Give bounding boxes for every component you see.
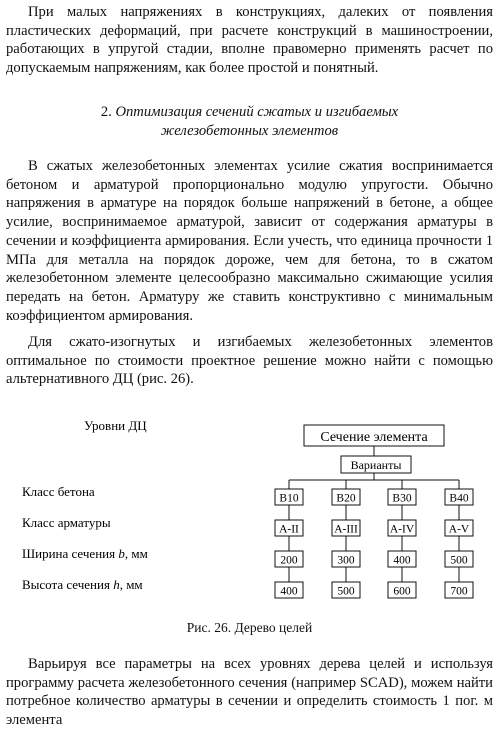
tree-node-label: A-V	[448, 523, 470, 536]
goal-tree-diagram	[0, 410, 499, 610]
section-number: 2.	[100, 104, 112, 120]
tree-node-label: 300	[337, 554, 355, 567]
section-title-line2: железобетонных элементов	[160, 122, 339, 139]
section-title-line1: Оптимизация сечений сжатых и изгибаемых	[115, 104, 399, 120]
paragraph-compressed-elements: В сжатых железобетонных элементах усилие сжатия воспринимается бетоном и арматурой пропорционально модулю упругости. Обычно напряжения в арматуре на порядок больше напряжений в бетоне, а общее усилие, воспринимаемое арматурой, зависит от содержания арматуры в сечении и коэффициента армирования. Если учесть, что единица прочности 1 МПа для металла на порядок дороже, чем для бетона, то в сжатом железобетонном элементе целесообразно максимально сжимающие усилия передать на бетон. Арматуру же ставить конструктивно с минимальным коэффициентом армирования.	[6, 158, 493, 324]
figure-caption: Рис. 26. Дерево целей	[186, 620, 313, 635]
tree-node-label: B20	[336, 492, 356, 505]
paragraph-conclusion: Варьируя все параметры на всех уровнях дерева целей и используя программу расчета железобетонного сечения (например SCAD), можем найти потребное количество арматуры в сечении и определить стоимость 1 пог. м элемента	[6, 656, 493, 729]
level-label-width: Ширина сечения b, мм	[22, 546, 148, 561]
paragraph-bent-elements: Для сжато-изогнутых и изгибаемых железобетонных элементов оптимальное по стоимости проектное решение можно найти с помощью альтернативного ДЦ (рис. 26).	[6, 334, 493, 388]
tree-node-label: B40	[449, 492, 469, 505]
level-label-concrete: Класс бетона	[22, 484, 95, 499]
tree-node-label: 200	[280, 554, 298, 567]
tree-node-label: 400	[393, 554, 411, 567]
root-node-label: Сечение элемента	[320, 430, 428, 445]
level-rows	[22, 418, 148, 592]
variants-node-label: Варианты	[350, 458, 402, 472]
level-label-height: Высота сечения h, мм	[22, 577, 143, 592]
levels-title: Уровни ДЦ	[84, 418, 147, 433]
tree-nodes	[275, 489, 473, 598]
tree-node-label: B30	[392, 492, 412, 505]
tree-node-label: A-IV	[389, 523, 415, 536]
tree-node-label: 500	[450, 554, 468, 567]
tree-node-label: 500	[337, 585, 355, 598]
tree-node-label: A-II	[279, 523, 299, 536]
tree-node-label: A-III	[334, 523, 358, 536]
level-label-rebar: Класс арматуры	[22, 515, 111, 530]
tree-node-label: 400	[280, 585, 298, 598]
intro-paragraph: При малых напряжениях в конструкциях, далеких от появления пластических деформаций, при расчете конструкций в машиностроении, работающих в упругой стадии, вполне правомерно применять расчет по допускаемым напряжениям, как более простой и понятный.	[6, 4, 493, 77]
tree-node-label: B10	[279, 492, 299, 505]
tree-node-label: 700	[450, 585, 468, 598]
section-heading	[0, 103, 499, 140]
tree-node-label: 600	[393, 585, 411, 598]
